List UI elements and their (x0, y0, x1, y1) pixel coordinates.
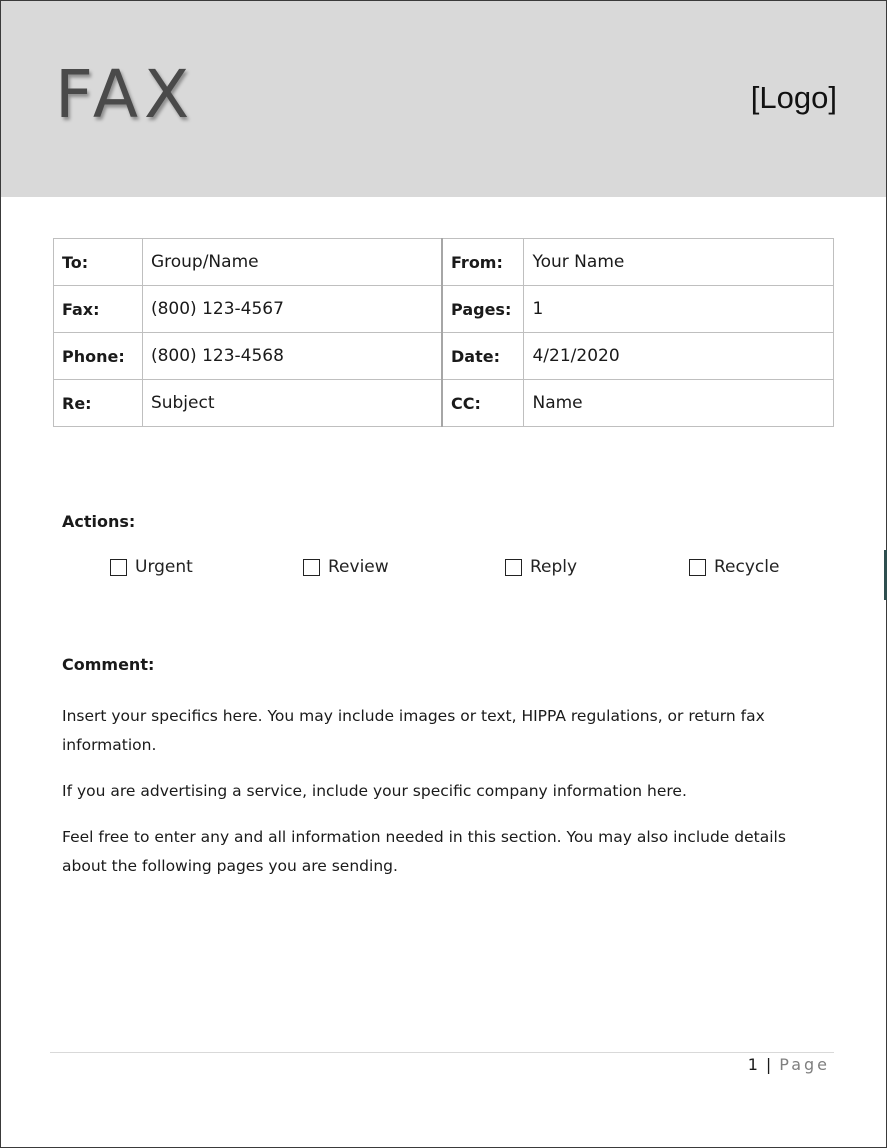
from-value[interactable]: Your Name (524, 239, 834, 286)
comment-paragraph: Feel free to enter any and all information needed in this section. You may also include details about the following pages you are sending. (62, 828, 786, 875)
re-value[interactable]: Subject (142, 380, 442, 427)
logo-placeholder[interactable]: [Logo] (750, 80, 837, 115)
from-label: From: (442, 239, 524, 286)
urgent-checkbox-option[interactable] (110, 557, 193, 577)
comment-body[interactable] (62, 702, 802, 898)
recycle-checkbox[interactable] (689, 559, 706, 576)
recycle-checkbox-option[interactable] (689, 557, 779, 577)
date-value[interactable]: 4/21/2020 (524, 333, 834, 380)
recipient-info-table (53, 238, 834, 427)
reply-checkbox[interactable] (505, 559, 522, 576)
recycle-label: Recycle (714, 557, 780, 577)
reply-checkbox-option[interactable] (505, 557, 577, 577)
review-checkbox-option[interactable] (303, 557, 389, 577)
date-label: Date: (442, 333, 524, 380)
page-number: 1 (747, 1055, 758, 1074)
table-row (54, 239, 834, 286)
comment-heading: Comment: (62, 655, 155, 674)
fax-label: Fax: (54, 286, 143, 333)
urgent-checkbox[interactable] (110, 559, 127, 576)
cc-label: CC: (442, 380, 524, 427)
table-row (54, 380, 834, 427)
review-label: Review (328, 557, 389, 577)
phone-value[interactable]: (800) 123-4568 (142, 333, 442, 380)
actions-heading: Actions: (62, 512, 136, 531)
table-row (54, 333, 834, 380)
review-checkbox[interactable] (303, 559, 320, 576)
comment-paragraph: Insert your specifics here. You may include images or text, HIPPA regulations, or return fax information. (62, 707, 765, 754)
page-footer (748, 1055, 830, 1074)
reply-label: Reply (530, 557, 578, 577)
re-label: Re: (54, 380, 143, 427)
fax-title: FAX (55, 56, 196, 133)
urgent-label: Urgent (135, 557, 193, 577)
phone-label: Phone: (54, 333, 143, 380)
footer-separator: | (765, 1055, 772, 1074)
pages-label: Pages: (442, 286, 524, 333)
to-label: To: (54, 239, 143, 286)
comment-paragraph: If you are advertising a service, include your specific company information here. (62, 782, 687, 800)
cc-value[interactable]: Name (524, 380, 834, 427)
actions-checkbox-row (0, 557, 887, 583)
to-value[interactable]: Group/Name (142, 239, 442, 286)
fax-value[interactable]: (800) 123-4567 (142, 286, 442, 333)
page-word: Page (779, 1055, 830, 1074)
footer-divider (50, 1052, 834, 1053)
table-row (54, 286, 834, 333)
pages-value[interactable]: 1 (524, 286, 834, 333)
